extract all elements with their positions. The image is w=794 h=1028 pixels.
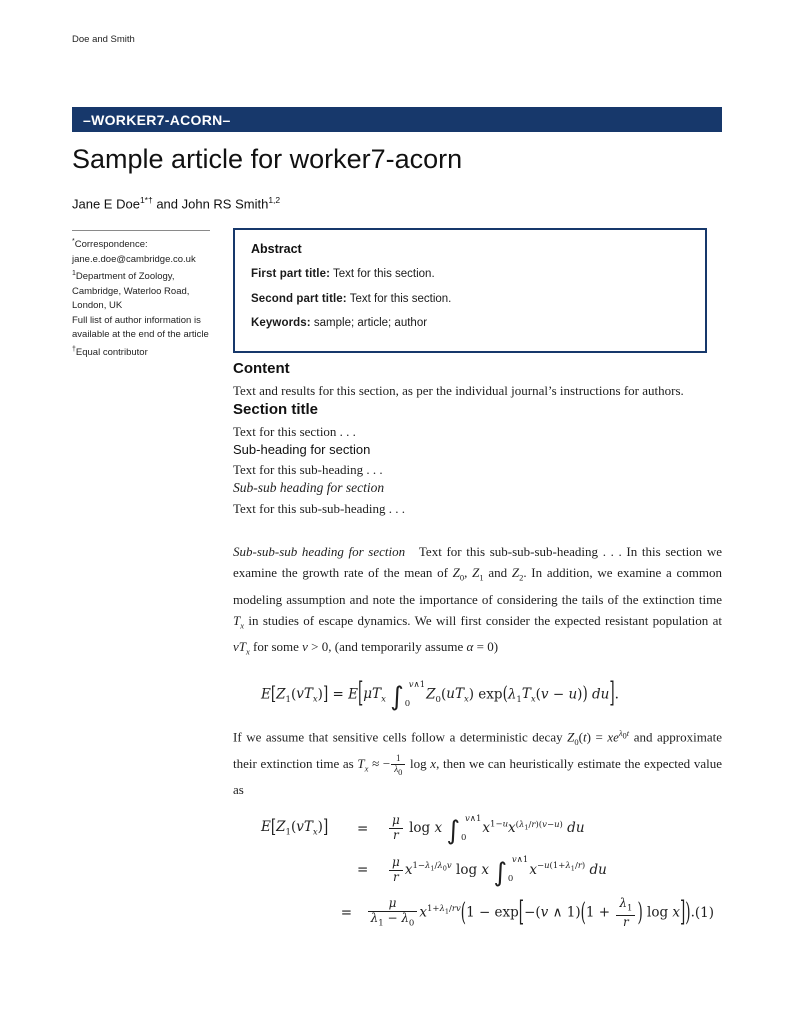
equation-rhs: $\frac{\mu}{r}$ $x^{1-\lambda_1/\lambda_0v}$ log x ∫ v∧1 0 $x^{-u(1+\lambda_1/r)}$ du xyxy=(387,856,607,885)
abstract-item-label: Second part title: xyxy=(251,292,347,305)
author-info-note: Full list of author information is available at the end of the article xyxy=(72,314,209,341)
sidebar-divider xyxy=(72,230,210,231)
content-heading: Content xyxy=(233,360,290,377)
equation-row xyxy=(261,854,722,888)
correspondence-sidebar xyxy=(72,230,210,360)
abstract-item-label: First part title: xyxy=(251,268,331,280)
main-column xyxy=(233,360,722,942)
abstract-heading: Abstract xyxy=(251,242,302,256)
sub-heading-body: Text for this sub-heading . . . xyxy=(233,462,383,477)
equals-sign: = xyxy=(357,862,369,879)
running-head: Doe and Smith xyxy=(72,34,135,45)
equation-row xyxy=(261,897,722,929)
affiliation-note: $^1$Department of Zoology, Cambridge, Waterloo Road, London, UK xyxy=(72,270,190,312)
content-body: Text and results for this section, as per the individual journal’s instructions for authors. xyxy=(233,383,684,398)
equation-rhs: $\frac{\mu}{r}$ log x ∫ v∧1 0 $x^{1-u}x^{(\lambda_1/r)(v-u)}$ du xyxy=(387,814,585,843)
equation-rhs: $\frac{\mu}{\lambda_1 - \lambda_0}$ $x^{1+\lambda_1/rv}(1 - \exp[-(v$ ∧ 1)(1 + $\frac{\lambda_1}{r}$ ) log x]). xyxy=(366,897,695,929)
abstract-box xyxy=(233,228,707,353)
abstract-item-text: Text for this section. xyxy=(333,268,435,280)
abstract-item-second-part xyxy=(251,292,689,308)
equation-row xyxy=(261,813,722,847)
correspondence-note: *Correspondence: jane.e.doe@cambridge.co.uk xyxy=(72,238,196,265)
equation-lhs: $E[Z_1(vT_x)]$ xyxy=(261,816,329,839)
abstract-item-text: sample; article; author xyxy=(313,317,428,330)
aligned-equation-block xyxy=(233,814,722,929)
equal-contributor-note: †Equal contributor xyxy=(72,345,148,358)
journal-banner xyxy=(72,107,722,132)
section-title-heading: Section title xyxy=(233,401,319,418)
equals-sign: = xyxy=(340,905,352,922)
abstract-item-first-part xyxy=(251,267,689,283)
sub-sub-sub-paragraph: Sub-sub-sub heading for section Text for this sub-sub-sub-heading . . . In this section we examine the growth rate of the mean of $Z_0$, $Z_1$ and $Z_2$. In addition, we examine a common modeling assumption and note the importance of considering the tails of the extinction time $T_x$ in studies of escape dynamics. We will first consider the expected resistant population at $vT_x$ for some v > 0, (and temporarily assume α = 0) xyxy=(233,544,723,657)
display-equation-1: $E[Z_1(vT_x)] = E[\mu T_x$ ∫ v∧1 0 $Z_0(uT_x) \exp(\lambda_1T_x(v - u))$ du]. xyxy=(261,677,619,713)
abstract-item-keywords xyxy=(251,316,689,332)
banner-label: –WORKER7-ACORN– xyxy=(83,111,231,128)
equals-sign: = xyxy=(357,820,369,837)
sub-sub-heading-body: Text for this sub-sub-heading . . . xyxy=(233,501,406,516)
section-body: Text for this section . . . xyxy=(233,424,356,439)
authors-line: Jane E Doe$^{1*\dagger}$ and John RS Smith$^{1,2}$ xyxy=(72,195,281,212)
equation-number: (1) xyxy=(694,905,714,922)
article-title: Sample article for worker7-acorn xyxy=(72,144,463,174)
abstract-item-text: Text for this section. xyxy=(349,292,452,305)
estimate-paragraph: If we assume that sensitive cells follow a deterministic decay $Z_0(t) = xe^{\lambda_0t}$ and approximate their extinction time as $T_x$ ≈ − $\frac{1}{\lambda_0}$ log x, then we can heuristically estimate the expected value as xyxy=(233,727,722,798)
sub-sub-heading: Sub-sub heading for section xyxy=(233,480,385,495)
abstract-item-label: Keywords: xyxy=(251,317,311,330)
sub-heading: Sub-heading for section xyxy=(233,442,371,457)
